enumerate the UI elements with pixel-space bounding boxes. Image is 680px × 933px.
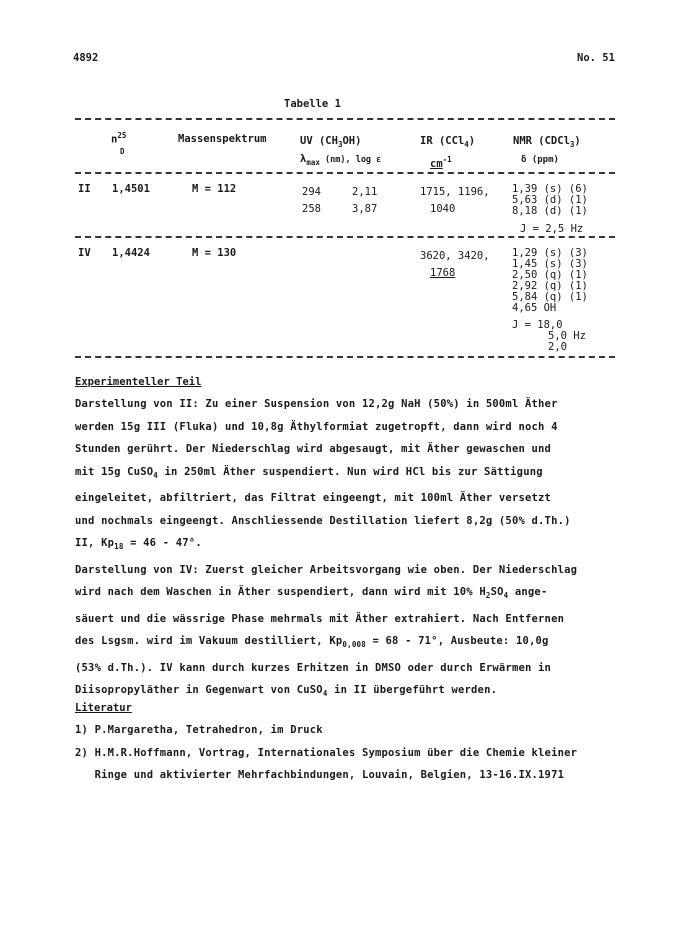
header-nmr: NMR (CDCl$_3$) δ (ppm) bbox=[513, 135, 581, 166]
row-nmr: 1,39 (s) (6) 5,63 (d) (1) 8,18 (d) (1) bbox=[512, 183, 588, 217]
text-line: II, $Kp_{18} = 46 - 47^\circ$. bbox=[75, 537, 202, 552]
row-refractive-index: 1,4424 bbox=[112, 247, 150, 259]
experimental-heading: Experimenteller Teil bbox=[75, 376, 202, 388]
row-uv-log: 2,11 3,87 bbox=[352, 186, 378, 215]
header-ir: IR (CCl$_4$) $cm^{-1}$ bbox=[420, 135, 476, 170]
header-mass-spectrum: Massenspektrum bbox=[178, 133, 267, 145]
text-line: säuert und die wässrige Phase mehrmals mit Äther extrahiert. Nach Entfernen bbox=[75, 612, 565, 625]
page-number: 4892 bbox=[73, 52, 99, 64]
row-refractive-index: 1,4501 bbox=[112, 183, 150, 195]
row-coupling: J = 18,0 5,0 Hz 2,0 bbox=[512, 319, 586, 353]
literature-heading: Literatur bbox=[75, 702, 132, 714]
table-title: Tabelle 1 bbox=[284, 98, 341, 110]
row-ir: 1715, 1196, 1040 bbox=[420, 186, 490, 215]
text-line: und nochmals eingeengt. Anschliessende Destillation liefert 8,2g (50% d.Th.) bbox=[75, 514, 571, 527]
row-uv-lambda: 294 258 bbox=[302, 186, 321, 215]
text-line: des Lsgsm. wird im Vakuum destilliert, $Kp_{0,008} = 68 - 71^\circ$, Ausbeute: 10,0g bbox=[75, 635, 549, 650]
text-line: wird nach dem Waschen in Äther suspendiert, dann wird mit 10% $H_2SO_4$ ange- bbox=[75, 586, 548, 601]
row-nmr: 1,29 (s) (3) 1,45 (s) (3) 2,50 (q) (1) 2,92 (q) (1) 5,84 (q) (1) 4,65 OH bbox=[512, 247, 588, 314]
text-line: Diisopropyläther in Gegenwart von CuSO$_4$ in II übergeführt werden. bbox=[75, 684, 498, 699]
text-line: (53% d.Th.). IV kann durch kurzes Erhitzen in DMSO oder durch Erwärmen in bbox=[75, 661, 552, 674]
list-item: 2) H.M.R.Hoffmann, Vortrag, Internationales Symposium über die Chemie kleiner bbox=[75, 746, 578, 759]
text-line: mit 15g CuSO$_4$ in 250ml Äther suspendiert. Nun wird HCl bis zur Sättigung bbox=[75, 465, 543, 480]
row-compound: IV bbox=[78, 247, 91, 259]
literature-list bbox=[75, 719, 615, 787]
row-mass: M = 112 bbox=[192, 183, 237, 195]
row-mass: M = 130 bbox=[192, 247, 237, 259]
table-rule-bottom bbox=[75, 356, 615, 358]
text-line: eingeleitet, abfiltriert, das Filtrat eingeengt, mit 100ml Äther versetzt bbox=[75, 492, 552, 505]
experimental-text bbox=[75, 393, 615, 706]
header-refractive-index: $n^{25}$ D bbox=[111, 131, 127, 156]
text-line: Darstellung von II: Zu einer Suspension von 12,2g NaH (50%) in 500ml Äther bbox=[75, 398, 558, 410]
list-item: Ringe und aktivierter Mehrfachbindungen, Louvain, Belgien, 13-16.IX.1971 bbox=[75, 769, 565, 781]
row-ir: 3620, 3420, 1768 bbox=[420, 250, 490, 279]
row-compound: II bbox=[78, 183, 91, 195]
text-line: Darstellung von IV: Zuerst gleicher Arbeitsvorgang wie oben. Der Niederschlag bbox=[75, 563, 578, 576]
table-rule-middle bbox=[75, 236, 615, 238]
text-line: Stunden gerührt. Der Niederschlag wird abgesaugt, mit Äther gewaschen und bbox=[75, 443, 552, 455]
table-rule-top bbox=[75, 118, 615, 120]
list-item: 1) P.Margaretha, Tetrahedron, im Druck bbox=[75, 724, 323, 736]
text-line: werden 15g III (Fluka) und 10,8g Äthylformiat zugetropft, dann wird noch 4 bbox=[75, 420, 558, 433]
row-coupling: J = 2,5 Hz bbox=[520, 223, 584, 235]
header-uv: UV $(CH_3OH)$ $\lambda_{max}$ (nm), log ε bbox=[300, 135, 382, 168]
issue-number: No. 51 bbox=[577, 52, 615, 64]
table-rule-header bbox=[75, 172, 615, 174]
